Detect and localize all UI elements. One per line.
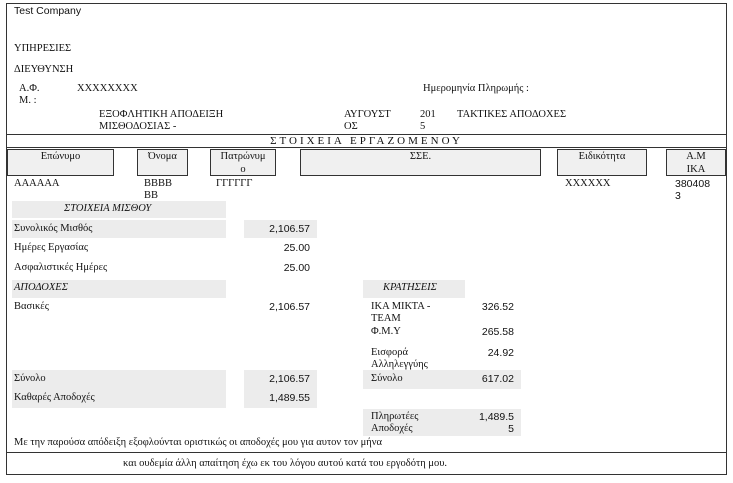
salary-section-title: ΣΤΟΙΧΕΙΑ ΜΙΣΘΟΥ [64,203,152,214]
basic-earnings-label: Βασικές [14,301,49,312]
column-name [137,149,188,176]
deductions-sum-value: 617.02 [481,373,514,385]
employee-specialty: XXXXXX [565,178,611,189]
basic-earnings-value: 2,106.57 [269,301,310,313]
employee-am-line1: 380408 [675,178,711,190]
column-am-label-1: Α.Μ [686,151,706,162]
month-line2: ΟΣ [344,121,358,132]
insurance-days-label: Ασφαλιστικές Ημέρες [14,262,108,273]
salary-total-value: 2,106.57 [269,223,310,235]
column-name-label: Όνομα [148,151,177,162]
solidarity-label-line2: Αλληλεγγύης [371,359,428,370]
ika-label-line1: ΙΚΑ ΜΙΚΤΑ - [371,301,431,312]
deductions-section-title: ΚΡΑΤΗΣΕΙΣ [383,282,437,293]
column-father-label-2: ο [240,164,246,175]
insurance-days-value: 25.00 [283,262,310,274]
deductions-sum-label: Σύνολο [371,373,403,384]
year-line2: 5 [420,121,426,132]
column-am-label-2: ΙΚΑ [686,164,706,175]
employee-name-line2: ΒΒ [144,190,159,201]
address-label: ΔΙΕΥΘΥΝΣΗ [14,64,74,75]
solidarity-label-line1: Εισφορά [371,347,408,358]
column-surname-label: Επώνυμο [40,151,81,162]
employee-name-line1: ΒΒΒΒ [144,178,173,189]
work-days-value: 25.00 [283,242,310,254]
receipt-title-line1: ΕΞΟΦΛΗΤΙΚΗ ΑΠΟΔΕΙΞΗ [99,109,224,120]
payable-value-line2: 5 [508,423,514,435]
ika-value: 326.52 [481,301,514,313]
ika-label-line2: ΤΕΑΜ [371,313,401,324]
company-name: Test Company [14,5,82,17]
year-line1: 201 [420,109,436,120]
solidarity-value: 24.92 [487,347,514,359]
net-earnings-value: 1,489.55 [269,392,310,404]
column-sse [300,149,541,176]
employee-am-line2: 3 [675,190,681,202]
employee-surname: ΑΑΑΑΑΑ [14,178,60,189]
earnings-sum-label: Σύνολο [14,373,46,384]
employee-section-title: ΣΤΟΙΧΕΙΑ ΕΡΓΑΖΟΜΕΝΟΥ [6,134,727,148]
afm-label-continued: Μ. : [19,95,37,106]
earnings-sum-value: 2,106.57 [269,373,310,385]
footer-statement-line2: και ουδεμία άλλη απαίτηση έχω εκ του λόγου αυτού κατά του εργοδότη μου. [123,458,448,469]
column-specialty [557,149,647,176]
net-earnings-label: Καθαρές Αποδοχές [14,392,95,403]
salary-total-label: Συνολικός Μισθός [14,223,93,234]
footer-statement-line1: Με την παρούσα απόδειξη εξοφλούνται οριστικώς οι αποδοχές μου για αυτον τον μήνα [14,437,382,448]
payable-label-line2: Αποδοχές [371,423,413,434]
work-days-label: Ημέρες Εργασίας [14,242,88,253]
payable-value-line1: 1,489.5 [478,411,514,423]
payable-label-line1: Πληρωτέες [371,411,419,422]
employee-father: ΓΓΓΓΓΓ [216,178,253,189]
earnings-section-title: ΑΠΟΔΟΧΕΣ [14,282,68,293]
column-am-ika [666,149,726,176]
column-surname [7,149,114,176]
column-sse-label: ΣΣΕ. [409,151,432,162]
afm-label: Α.Φ. [19,83,40,94]
month-line1: ΑΥΓΟΥΣΤ [344,109,391,120]
column-specialty-label: Ειδικότητα [578,151,626,162]
pay-type: ΤΑΚΤΙΚΕΣ ΑΠΟΔΟΧΕΣ [457,109,567,120]
services-label: ΥΠΗΡΕΣΙΕΣ [14,43,72,54]
afm-value: XXXXXXXX [77,83,138,94]
fmy-label: Φ.Μ.Υ [371,326,401,337]
fmy-value: 265.58 [481,326,514,338]
column-father-label-1: Πατρώνυμ [220,151,266,162]
column-father [210,149,276,176]
receipt-title-line2: ΜΙΣΘΟΔΟΣΙΑΣ - [99,121,177,132]
payment-date-label: Ημερομηνία Πληρωμής : [423,83,529,94]
